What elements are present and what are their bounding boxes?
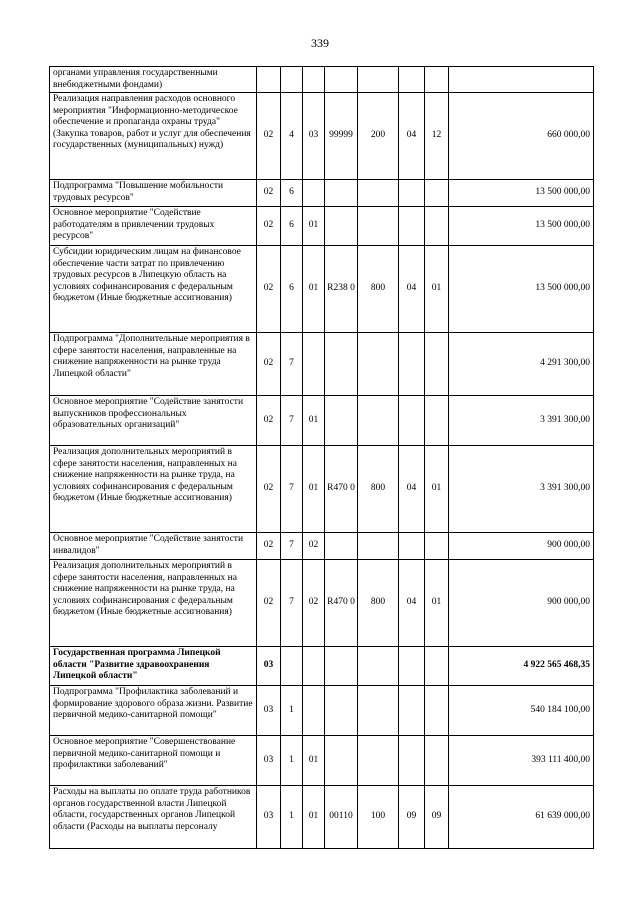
activity-code-cell [303, 180, 325, 207]
direction-code-cell [325, 686, 358, 736]
row-name-cell: Подпрограмма "Профилактика заболеваний и формирование здорового образа жизни. Развитие первичной медико-санитарной помощи" [50, 686, 257, 736]
subsection-code-cell [425, 686, 449, 736]
activity-code-cell: 01 [303, 207, 325, 246]
amount-cell: 4 922 565 468,35 [449, 647, 594, 686]
activity-code-cell: 02 [303, 533, 325, 560]
direction-code-cell [325, 67, 358, 93]
expense-type-code-cell [358, 180, 399, 207]
budget-table [49, 66, 594, 849]
row-name-cell: Реализация дополнительных мероприятий в сфере занятости населения, направленных на снижение напряженности на рынке труда, на условиях софинансирования с федеральным бюджетом (Иные бюджетные ассигнования) [50, 560, 257, 647]
amount-cell: 660 000,00 [449, 93, 594, 180]
subprogram-code-cell: 6 [281, 180, 303, 207]
table-row [50, 446, 594, 533]
subprogram-code-cell: 7 [281, 446, 303, 533]
subsection-code-cell [425, 67, 449, 93]
row-name-cell: органами управления государственными внебюджетными фондами) [50, 67, 257, 93]
program-code-cell: 02 [257, 93, 281, 180]
direction-code-cell [325, 533, 358, 560]
table-row [50, 647, 594, 686]
expense-type-code-cell: 100 [358, 786, 399, 849]
subsection-code-cell: 12 [425, 93, 449, 180]
expense-type-code-cell: 200 [358, 93, 399, 180]
subprogram-code-cell: 6 [281, 207, 303, 246]
program-code-cell: 02 [257, 446, 281, 533]
direction-code-cell [325, 333, 358, 396]
direction-code-cell [325, 207, 358, 246]
section-code-cell: 04 [399, 246, 425, 333]
amount-cell: 4 291 300,00 [449, 333, 594, 396]
amount-cell: 3 391 300,00 [449, 446, 594, 533]
activity-code-cell: 01 [303, 786, 325, 849]
direction-code-cell [325, 736, 358, 786]
amount-cell: 3 391 300,00 [449, 396, 594, 446]
program-code-cell: 02 [257, 396, 281, 446]
row-name-cell: Основное мероприятие "Содействие занятости инвалидов" [50, 533, 257, 560]
subsection-code-cell [425, 207, 449, 246]
program-code-cell: 03 [257, 736, 281, 786]
direction-code-cell: 99999 [325, 93, 358, 180]
section-code-cell: 09 [399, 786, 425, 849]
subprogram-code-cell [281, 67, 303, 93]
program-code-cell: 03 [257, 686, 281, 736]
direction-code-cell: R238 0 [325, 246, 358, 333]
program-code-cell: 02 [257, 333, 281, 396]
expense-type-code-cell [358, 333, 399, 396]
section-code-cell [399, 647, 425, 686]
section-code-cell [399, 396, 425, 446]
row-name-cell: Подпрограмма "Дополнительные мероприятия в сфере занятости населения, направленные на снижение напряженности на рынке труда Липецкой области" [50, 333, 257, 396]
row-name-cell: Подпрограмма "Повышение мобильности трудовых ресурсов" [50, 180, 257, 207]
direction-code-cell: R470 0 [325, 560, 358, 647]
activity-code-cell [303, 67, 325, 93]
amount-cell: 900 000,00 [449, 533, 594, 560]
expense-type-code-cell [358, 396, 399, 446]
activity-code-cell: 02 [303, 560, 325, 647]
activity-code-cell [303, 686, 325, 736]
direction-code-cell: 00110 [325, 786, 358, 849]
program-code-cell: 02 [257, 180, 281, 207]
program-code-cell: 03 [257, 786, 281, 849]
subprogram-code-cell: 6 [281, 246, 303, 333]
page-number: 339 [311, 36, 329, 50]
table-row [50, 560, 594, 647]
amount-cell: 13 500 000,00 [449, 207, 594, 246]
subsection-code-cell [425, 333, 449, 396]
activity-code-cell: 01 [303, 736, 325, 786]
table-row [50, 686, 594, 736]
amount-cell: 393 111 400,00 [449, 736, 594, 786]
section-code-cell [399, 207, 425, 246]
activity-code-cell: 03 [303, 93, 325, 180]
direction-code-cell [325, 180, 358, 207]
row-name-cell: Основное мероприятие "Содействие занятости выпускников профессиональных образовательных организаций" [50, 396, 257, 446]
activity-code-cell: 01 [303, 396, 325, 446]
table-row [50, 533, 594, 560]
activity-code-cell: 01 [303, 246, 325, 333]
section-code-cell [399, 333, 425, 396]
amount-cell: 900 000,00 [449, 560, 594, 647]
table-row [50, 67, 594, 93]
direction-code-cell [325, 396, 358, 446]
subprogram-code-cell: 1 [281, 786, 303, 849]
section-code-cell: 04 [399, 560, 425, 647]
section-code-cell: 04 [399, 93, 425, 180]
subsection-code-cell [425, 396, 449, 446]
amount-cell: 13 500 000,00 [449, 180, 594, 207]
expense-type-code-cell: 800 [358, 560, 399, 647]
section-code-cell [399, 180, 425, 207]
expense-type-code-cell: 800 [358, 246, 399, 333]
direction-code-cell: R470 0 [325, 446, 358, 533]
table-row [50, 180, 594, 207]
subsection-code-cell: 01 [425, 560, 449, 647]
row-name-cell: Основное мероприятие "Содействие работодателям в привлечении трудовых ресурсов" [50, 207, 257, 246]
program-code-cell: 02 [257, 207, 281, 246]
expense-type-code-cell [358, 686, 399, 736]
activity-code-cell [303, 647, 325, 686]
expense-type-code-cell [358, 533, 399, 560]
expense-type-code-cell: 800 [358, 446, 399, 533]
subprogram-code-cell: 1 [281, 736, 303, 786]
row-name-cell: Реализация дополнительных мероприятий в сфере занятости населения, направленных на снижение напряженности на рынке труда, на условиях софинансирования с федеральным бюджетом (Иные бюджетные ассигнования) [50, 446, 257, 533]
subsection-code-cell [425, 647, 449, 686]
subsection-code-cell [425, 180, 449, 207]
expense-type-code-cell [358, 736, 399, 786]
section-code-cell [399, 67, 425, 93]
table-row [50, 207, 594, 246]
subsection-code-cell: 01 [425, 446, 449, 533]
amount-cell: 61 639 000,00 [449, 786, 594, 849]
subprogram-code-cell: 1 [281, 686, 303, 736]
activity-code-cell [303, 333, 325, 396]
expense-type-code-cell [358, 67, 399, 93]
expense-type-code-cell [358, 647, 399, 686]
amount-cell [449, 67, 594, 93]
amount-cell: 13 500 000,00 [449, 246, 594, 333]
program-code-cell: 03 [257, 647, 281, 686]
subprogram-code-cell: 7 [281, 533, 303, 560]
subsection-code-cell [425, 533, 449, 560]
section-code-cell [399, 686, 425, 736]
subprogram-code-cell [281, 647, 303, 686]
row-name-cell: Реализация направления расходов основного мероприятия "Информационно-методическое обеспечение и пропаганда охраны труда" (Закупка товаров, работ и услуг для обеспечения государственных (муниципальных) нужд) [50, 93, 257, 180]
activity-code-cell: 01 [303, 446, 325, 533]
table-row [50, 786, 594, 849]
program-code-cell [257, 67, 281, 93]
table-body [50, 67, 594, 849]
expense-type-code-cell [358, 207, 399, 246]
row-name-cell: Государственная программа Липецкой области "Развитие здравоохранения Липецкой области" [50, 647, 257, 686]
subprogram-code-cell: 4 [281, 93, 303, 180]
subprogram-code-cell: 7 [281, 333, 303, 396]
table-row [50, 246, 594, 333]
table-row [50, 93, 594, 180]
row-name-cell: Субсидии юридическим лицам на финансовое обеспечение части затрат по привлечению трудовых ресурсов в Липецкую область на условиях софинансирования с федеральным бюджетом (Иные бюджетные ассигнования) [50, 246, 257, 333]
program-code-cell: 02 [257, 560, 281, 647]
program-code-cell: 02 [257, 533, 281, 560]
amount-cell: 540 184 100,00 [449, 686, 594, 736]
program-code-cell: 02 [257, 246, 281, 333]
subprogram-code-cell: 7 [281, 396, 303, 446]
subsection-code-cell [425, 736, 449, 786]
section-code-cell [399, 533, 425, 560]
table-row [50, 396, 594, 446]
direction-code-cell [325, 647, 358, 686]
table-row [50, 736, 594, 786]
subsection-code-cell: 09 [425, 786, 449, 849]
section-code-cell [399, 736, 425, 786]
subsection-code-cell: 01 [425, 246, 449, 333]
section-code-cell: 04 [399, 446, 425, 533]
row-name-cell: Расходы на выплаты по оплате труда работников органов государственной власти Липецкой области, государственных органов Липецкой области (Расходы на выплаты персоналу [50, 786, 257, 849]
subprogram-code-cell: 7 [281, 560, 303, 647]
table-row [50, 333, 594, 396]
row-name-cell: Основное мероприятие "Совершенствование первичной медико-санитарной помощи и профилактики заболеваний" [50, 736, 257, 786]
